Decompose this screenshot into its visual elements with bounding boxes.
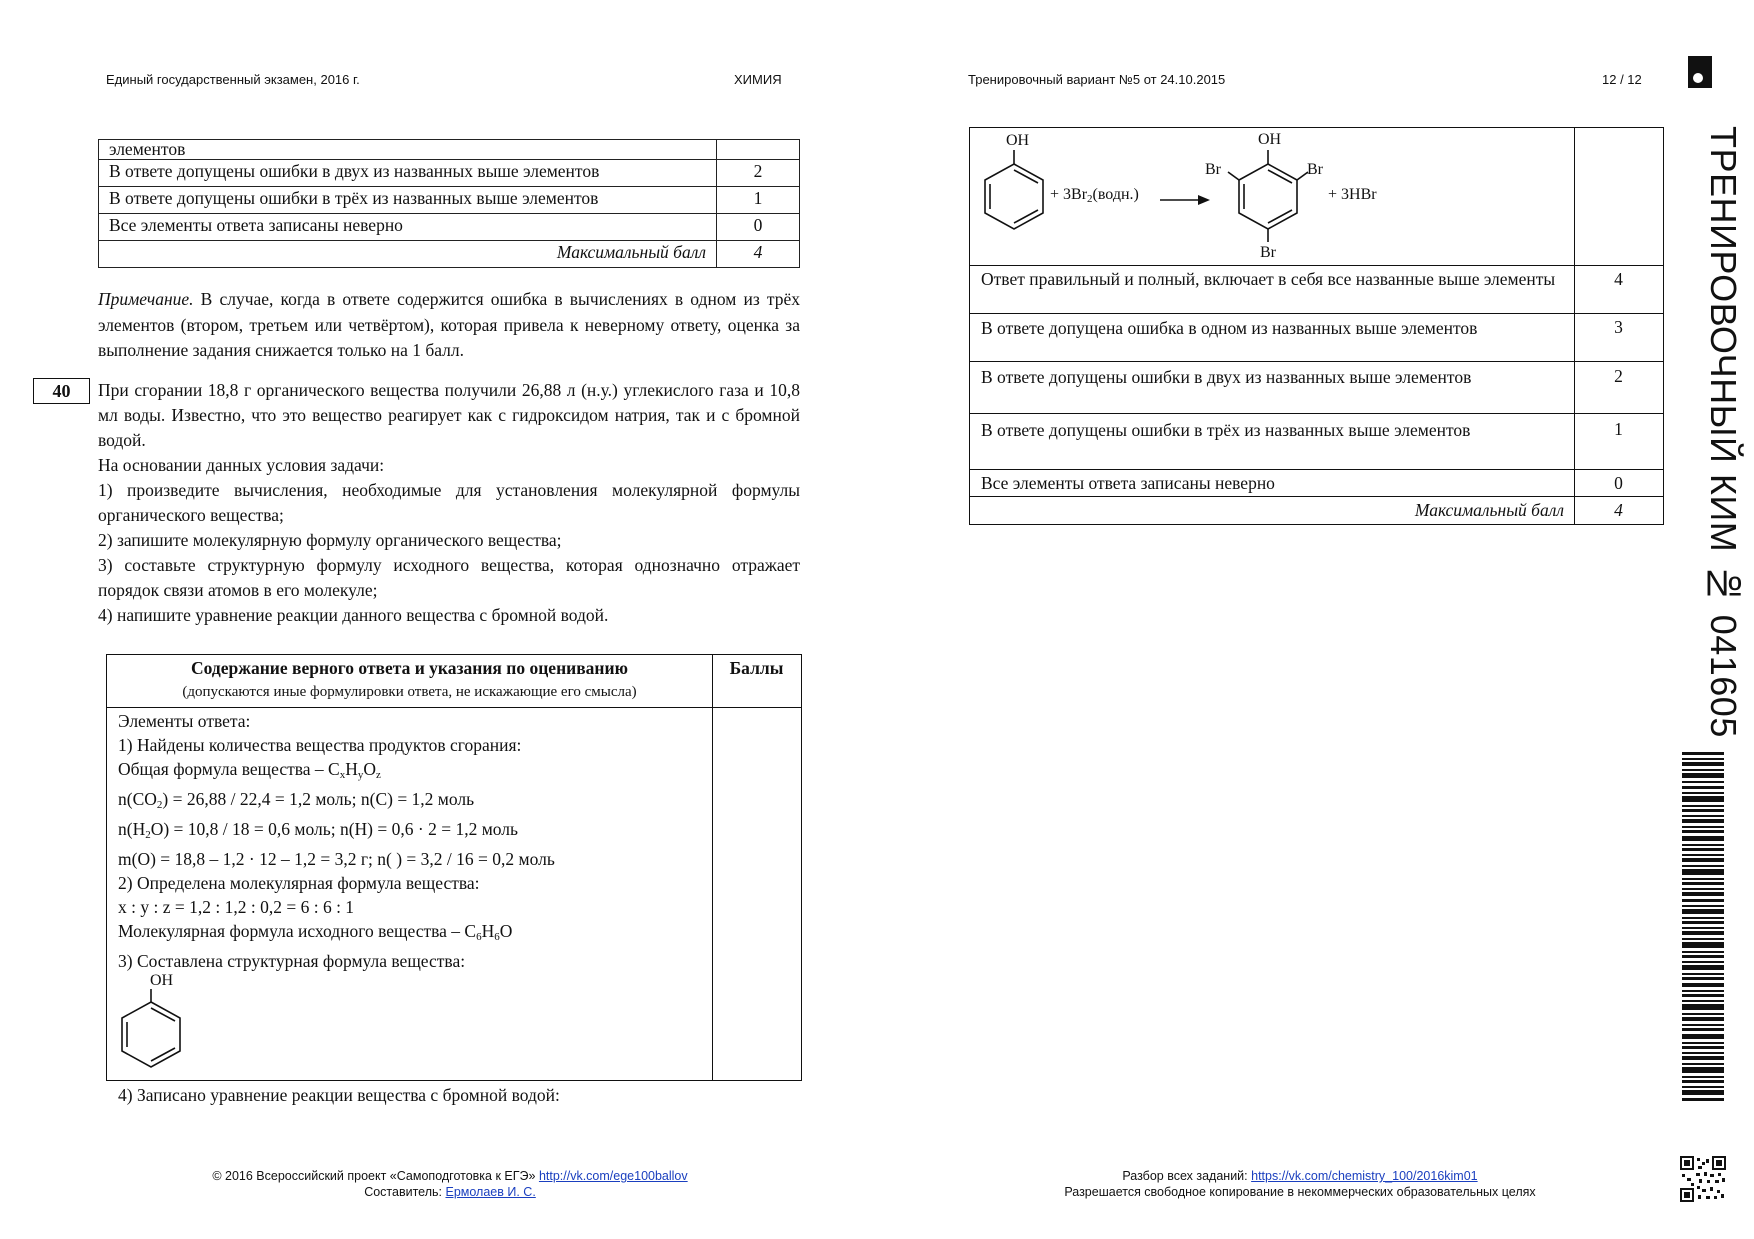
qr-code	[1680, 1156, 1726, 1202]
barcode	[1682, 752, 1724, 1102]
score-2: 2	[1614, 366, 1623, 386]
score-cell: 1	[717, 187, 800, 214]
score-cell: 2	[717, 160, 800, 187]
phenol-structure	[118, 973, 708, 1083]
footer-copyright: © 2016 Всероссийский проект «Самоподготовка к ЕГЭ»	[212, 1169, 536, 1183]
side-banner: ТРЕНИРОВОЧНЫЙ КИМ № 041605	[1703, 126, 1744, 738]
score-0: 0	[1614, 473, 1623, 493]
answer-line: 3) Составлена структурная формула вещества:	[118, 951, 466, 971]
max-score-value: 4	[717, 241, 800, 268]
subject-title: ХИМИЯ	[734, 72, 782, 87]
br-label-bottom: Br	[1260, 244, 1276, 261]
task-line: 2) запишите молекулярную формулу органического вещества;	[98, 530, 562, 550]
project-link[interactable]: http://vk.com/ege100ballov	[538, 1169, 688, 1183]
note-label: Примечание.	[98, 289, 194, 309]
answer-line: Молекулярная формула исходного вещества – $C_6H_6O$	[118, 921, 513, 943]
answer-line: $n(H_2O) = 10,8 / 18 = 0,6$ моль; n(H) = 0,6 · 2 = 1,2 моль	[118, 819, 518, 841]
criterion-cell: В ответе допущены ошибки в трёх из названных выше элементов	[99, 187, 717, 214]
table-row	[99, 214, 800, 241]
score-cell: 0	[717, 214, 800, 241]
score-3: 3	[1614, 317, 1623, 337]
header-sub: (допускаются иные формулировки ответа, не искажающие его смысла)	[182, 684, 637, 700]
right-table	[969, 127, 1664, 525]
page-number: 12 / 12	[1602, 72, 1642, 87]
reaction-equation	[970, 128, 1574, 265]
answer-table	[106, 654, 802, 1105]
answer-table-header	[107, 655, 712, 704]
product-oh-label: OH	[1258, 131, 1282, 148]
criterion-row-3: В ответе допущена ошибка в одном из названных выше элементов	[981, 318, 1478, 338]
note-text: В случае, когда в ответе содержится ошибка в вычислениях в одном из трёх элементов (втором, третьем или четвёртом), которая привела к неверному ответу, оценка за выполнение задания снижается только на 1 балл.	[98, 289, 800, 360]
header-main: Содержание верного ответа и указания по оцениванию	[191, 658, 628, 678]
criterion-cell: Все элементы ответа записаны неверно	[99, 214, 717, 241]
max-score-label: Максимальный балл	[99, 241, 717, 268]
variant-title: Тренировочный вариант №5 от 24.10.2015	[968, 72, 1226, 87]
max-score-label-right: Максимальный балл	[1414, 500, 1564, 520]
criterion-row-0: Все элементы ответа записаны неверно	[981, 473, 1275, 493]
table-row	[99, 241, 800, 268]
criterion-row-1: В ответе допущены ошибки в трёх из названных выше элементов	[981, 420, 1471, 440]
top-score-table	[98, 139, 800, 268]
answer-line: 4) Записано уравнение реакции вещества с бромной водой:	[118, 1085, 560, 1105]
task-number-box	[33, 378, 90, 404]
table-row	[99, 160, 800, 187]
footer-license: Разрешается свободное копирование в некоммерческих образовательных целях	[1064, 1185, 1536, 1199]
reagent-text: + $3Br_2(водн.)$	[1050, 186, 1139, 205]
answer-line: 1) Найдены количества вещества продуктов сгорания:	[118, 735, 522, 755]
corner-marker	[1688, 56, 1712, 88]
br-label-left: Br	[1205, 161, 1221, 178]
answer-line: Элементы ответа:	[118, 711, 251, 731]
criterion-cell: элементов	[99, 140, 717, 160]
footer-right	[1010, 1168, 1590, 1200]
reaction-arrow	[1160, 194, 1210, 206]
task-condition: При сгорании 18,8 г органического вещества получили 26,88 л (н.у.) углекислого газа и 10,8 мл воды. Известно, что это вещество реагирует как с гидроксидом натрия, так и с бромной водой.	[98, 380, 800, 450]
note-paragraph	[98, 287, 800, 364]
analysis-link[interactable]: https://vk.com/chemistry_100/2016kim01	[1251, 1169, 1478, 1183]
exam-title: Единый государственный экзамен, 2016 г.	[106, 72, 360, 87]
task-line: На основании данных условия задачи:	[98, 455, 385, 475]
header-score: Баллы	[729, 658, 784, 678]
table-row	[99, 187, 800, 214]
table-row	[99, 140, 800, 160]
footer-analysis-label: Разбор всех заданий:	[1122, 1169, 1248, 1183]
answer-line: Общая формула вещества – $C_xH_yO_z$	[118, 759, 381, 781]
task-text	[98, 378, 800, 628]
score-1: 1	[1614, 419, 1623, 439]
criterion-cell: В ответе допущены ошибки в двух из названных выше элементов	[99, 160, 717, 187]
task-number: 40	[52, 381, 71, 401]
task-line: 1) произведите вычисления, необходимые для установления молекулярной формулы органического вещества;	[98, 480, 800, 525]
br-label-right: Br	[1307, 161, 1323, 178]
task-line: 3) составьте структурную формулу исходного вещества, которая однозначно отражает порядок связи атомов в его молекуле;	[98, 555, 800, 600]
product-text: + 3HBr	[1328, 186, 1377, 203]
score-4: 4	[1614, 269, 1623, 289]
author-link[interactable]: Ермолаев И. С.	[445, 1185, 536, 1199]
oh-label: OH	[150, 972, 174, 989]
criterion-row-2: В ответе допущены ошибки в двух из названных выше элементов	[981, 367, 1472, 387]
answer-content	[118, 709, 708, 1107]
task-line: 4) напишите уравнение реакции данного вещества с бромной водой.	[98, 605, 609, 625]
answer-line: $n(CO_2) = 26,88 / 22,4 = 1,2$ моль; n(C) = 1,2 моль	[118, 789, 475, 811]
answer-line: x : y : z = 1,2 : 1,2 : 0,2 = 6 : 6 : 1	[118, 897, 355, 917]
reactant-oh-label: OH	[1006, 132, 1030, 149]
answer-line: m(O) = 18,8 – 1,2 · 12 – 1,2 = 3,2 г; n( ) = 3,2 / 16 = 0,2 моль	[118, 849, 555, 869]
footer-author-label: Составитель:	[364, 1185, 442, 1199]
answer-line: 2) Определена молекулярная формула вещества:	[118, 873, 480, 893]
max-score-value-right: 4	[1614, 500, 1623, 520]
footer-left	[150, 1168, 750, 1200]
score-cell	[717, 140, 800, 160]
criterion-row-4: Ответ правильный и полный, включает в себя все названные выше элементы	[981, 269, 1556, 289]
